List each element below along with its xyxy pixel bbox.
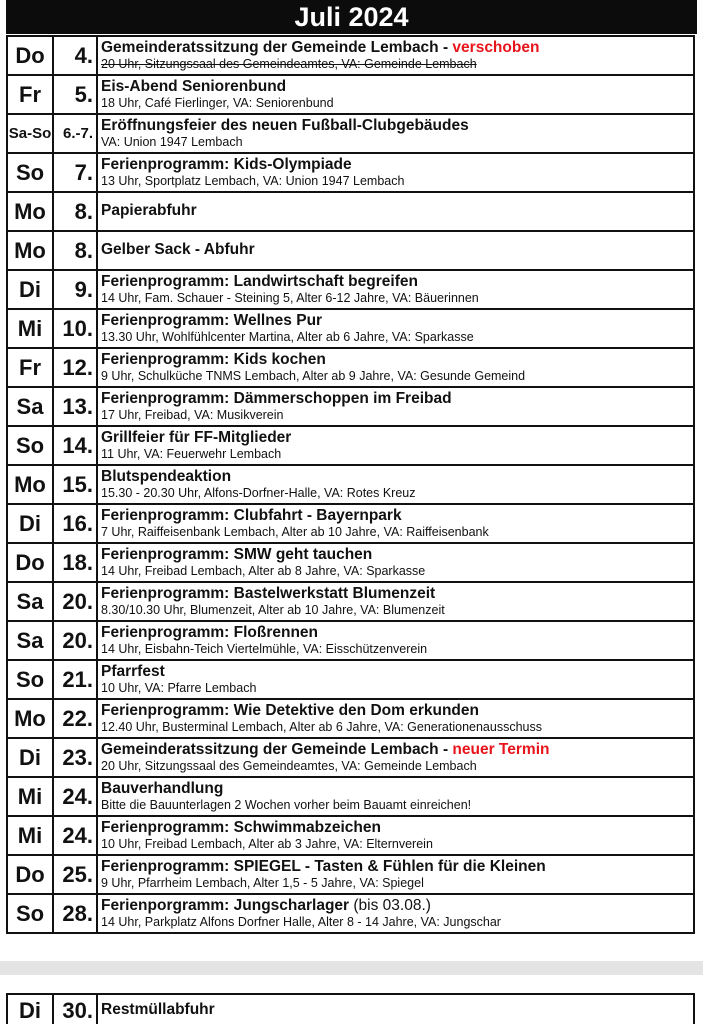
event-info [97,855,694,894]
event-date: 7. [53,153,97,192]
event-title-text: Ferienprogramm: Floßrennen [101,624,319,641]
event-date: 8. [53,192,97,231]
event-info [97,660,694,699]
event-date: 22. [53,699,97,738]
event-row [7,153,694,192]
event-info [97,994,694,1024]
event-detail: 11 Uhr, VA: Feuerwehr Lembach [101,447,282,461]
event-table [6,35,695,934]
event-row [7,660,694,699]
event-title-text: Ferienprogramm: Landwirtschaft begreifen [101,273,418,290]
event-info [97,153,694,192]
event-title [101,389,693,408]
event-row [7,621,694,660]
event-title [101,201,693,220]
event-day: Sa [7,582,53,621]
event-date: 15. [53,465,97,504]
event-title [101,350,693,369]
event-title-text: Ferienprogramm: SMW geht tauchen [101,546,373,563]
event-row [7,348,694,387]
event-day: Fr [7,75,53,114]
event-title [101,467,693,486]
event-day: Mo [7,231,53,270]
event-title-text: Papierabfuhr [101,202,197,219]
event-day: Mo [7,192,53,231]
event-detail: 8.30/10.30 Uhr, Blumenzeit, Alter ab 10 Jahre, VA: Blumenzeit [101,603,445,617]
event-row [7,192,694,231]
event-detail: 13 Uhr, Sportplatz Lembach, VA: Union 1947 Lembach [101,174,405,188]
event-title [101,818,693,837]
event-row [7,465,694,504]
event-info [97,36,694,75]
event-day: Fr [7,348,53,387]
event-title: Restmüllabfuhr [101,1001,215,1018]
event-day: Sa-So [7,114,53,153]
event-info [97,894,694,933]
event-detail: 18 Uhr, Café Fierlinger, VA: Seniorenbund [101,96,334,110]
event-title [101,240,693,259]
event-detail: 13.30 Uhr, Wohlfühlcenter Martina, Alter ab 6 Jahre, VA: Sparkasse [101,330,474,344]
event-title-text: Eröffnungsfeier des neuen Fußball-Clubgebäudes [101,117,469,134]
event-title-text: Ferienprogramm: Wie Detektive den Dom erkunden [101,702,479,719]
event-title-highlight: neuer Termin [452,741,550,758]
event-day: Mo [7,699,53,738]
event-date: 20. [53,621,97,660]
event-day: Do [7,543,53,582]
event-title-text: Eis-Abend Seniorenbund [101,78,287,95]
event-row [7,816,694,855]
event-date: 8. [53,231,97,270]
event-date: 30. [53,994,97,1024]
event-row [7,582,694,621]
event-date: 28. [53,894,97,933]
event-row [7,894,694,933]
event-detail: 14 Uhr, Eisbahn-Teich Viertelmühle, VA: Eisschützenverein [101,642,428,656]
event-detail: 12.40 Uhr, Busterminal Lembach, Alter ab 6 Jahre, VA: Generationenausschuss [101,720,542,734]
event-row [7,699,694,738]
event-day: Mi [7,309,53,348]
event-info [97,231,694,270]
event-title-text: Ferienprogramm: Wellnes Pur [101,312,323,329]
event-title [101,740,693,759]
event-info [97,699,694,738]
event-title-text: Ferienprogramm: Dämmerschoppen im Freibad [101,390,452,407]
event-title [101,38,693,57]
event-date: 16. [53,504,97,543]
event-row [7,994,694,1024]
page-separator [0,961,703,975]
event-title [101,857,693,876]
event-info [97,387,694,426]
event-info [97,621,694,660]
event-date: 23. [53,738,97,777]
event-title-text: Gemeinderatssitzung der Gemeinde Lembach - [101,741,453,758]
event-info [97,816,694,855]
event-day: Sa [7,621,53,660]
event-day: So [7,426,53,465]
event-detail: 17 Uhr, Freibad, VA: Musikverein [101,408,284,422]
event-row [7,309,694,348]
event-title-text: Ferienprogramm: Bastelwerkstatt Blumenzeit [101,585,436,602]
event-row [7,504,694,543]
event-date: 18. [53,543,97,582]
event-date: 9. [53,270,97,309]
event-row [7,777,694,816]
event-detail: 15.30 - 20.30 Uhr, Alfons-Dorfner-Halle, VA: Rotes Kreuz [101,486,416,500]
event-detail: 10 Uhr, VA: Pfarre Lembach [101,681,257,695]
event-day: Sa [7,387,53,426]
event-info [97,309,694,348]
event-day: Di [7,504,53,543]
event-title [101,623,693,642]
event-title-text: Grillfeier für FF-Mitglieder [101,429,292,446]
event-day: So [7,660,53,699]
event-title [101,662,693,681]
event-info [97,504,694,543]
event-title-text: Ferienprogramm: Kids kochen [101,351,326,368]
event-detail: 20 Uhr, Sitzungssaal des Gemeindeamtes, VA: Gemeinde Lembach [101,759,477,773]
event-date: 24. [53,816,97,855]
event-detail: 9 Uhr, Pfarrheim Lembach, Alter 1,5 - 5 Jahre, VA: Spiegel [101,876,424,890]
event-info [97,582,694,621]
event-row [7,114,694,153]
event-title [101,896,693,915]
event-info [97,543,694,582]
event-info [97,270,694,309]
event-detail: 7 Uhr, Raiffeisenbank Lembach, Alter ab 10 Jahre, VA: Raiffeisenbank [101,525,489,539]
event-day: Di [7,270,53,309]
event-title [101,584,693,603]
event-title-text: Bauverhandlung [101,780,224,797]
event-info [97,465,694,504]
event-title [101,116,693,135]
event-info [97,738,694,777]
event-row [7,426,694,465]
event-row [7,75,694,114]
month-title: Juli 2024 [6,0,697,34]
event-row [7,270,694,309]
event-title-text: Ferienporgramm: Jungscharlager [101,897,350,914]
event-title-text: Gemeinderatssitzung der Gemeinde Lembach - [101,39,453,56]
event-date: 21. [53,660,97,699]
event-day: Di [7,738,53,777]
event-date: 24. [53,777,97,816]
event-row [7,387,694,426]
event-title-suffix: (bis 03.08.) [349,897,431,914]
event-row [7,231,694,270]
event-detail: 10 Uhr, Freibad Lembach, Alter ab 3 Jahre, VA: Elternverein [101,837,433,851]
event-title-text: Ferienprogramm: Schwimmabzeichen [101,819,381,836]
event-info [97,348,694,387]
event-title [101,77,693,96]
extra-event-table [6,993,695,1024]
event-date: 14. [53,426,97,465]
event-title-text: Blutspendeaktion [101,468,232,485]
event-title [101,155,693,174]
event-detail: 14 Uhr, Parkplatz Alfons Dorfner Halle, Alter 8 - 14 Jahre, VA: Jungschar [101,915,501,929]
event-title [101,779,693,798]
event-row [7,543,694,582]
event-title [101,272,693,291]
event-date: 10. [53,309,97,348]
event-title [101,506,693,525]
event-day: So [7,153,53,192]
event-title [101,311,693,330]
event-title-text: Ferienprogramm: SPIEGEL - Tasten & Fühlen für die Kleinen [101,858,546,875]
event-day: Mo [7,465,53,504]
event-row [7,738,694,777]
event-title-text: Gelber Sack - Abfuhr [101,241,255,258]
event-date: 12. [53,348,97,387]
event-info [97,75,694,114]
event-detail: 14 Uhr, Fam. Schauer - Steining 5, Alter 6-12 Jahre, VA: Bäuerinnen [101,291,479,305]
event-title-text: Pfarrfest [101,663,165,680]
event-date: 4. [53,36,97,75]
event-day: So [7,894,53,933]
event-title-highlight: verschoben [452,39,540,56]
event-day: Do [7,36,53,75]
event-title-text: Ferienprogramm: Clubfahrt - Bayernpark [101,507,402,524]
event-detail: 9 Uhr, Schulküche TNMS Lembach, Alter ab 9 Jahre, VA: Gesunde Gemeind [101,369,526,383]
event-day: Do [7,855,53,894]
event-row [7,855,694,894]
event-detail: Bitte die Bauunterlagen 2 Wochen vorher beim Bauamt einreichen! [101,798,472,812]
event-date: 25. [53,855,97,894]
event-day: Mi [7,816,53,855]
event-row [7,36,694,75]
event-info [97,114,694,153]
event-title [101,701,693,720]
event-date: 20. [53,582,97,621]
event-info [97,777,694,816]
event-title-text: Ferienprogramm: Kids-Olympiade [101,156,352,173]
event-date: 6.-7. [53,114,97,153]
event-title [101,428,693,447]
event-day: Mi [7,777,53,816]
event-detail: 14 Uhr, Freibad Lembach, Alter ab 8 Jahre, VA: Sparkasse [101,564,426,578]
event-info [97,426,694,465]
event-info [97,192,694,231]
event-title [101,545,693,564]
event-day: Di [7,994,53,1024]
event-detail: 20 Uhr, Sitzungssaal des Gemeindeamtes, VA: Gemeinde Lembach [101,57,477,71]
event-detail: VA: Union 1947 Lembach [101,135,243,149]
event-date: 13. [53,387,97,426]
event-date: 5. [53,75,97,114]
